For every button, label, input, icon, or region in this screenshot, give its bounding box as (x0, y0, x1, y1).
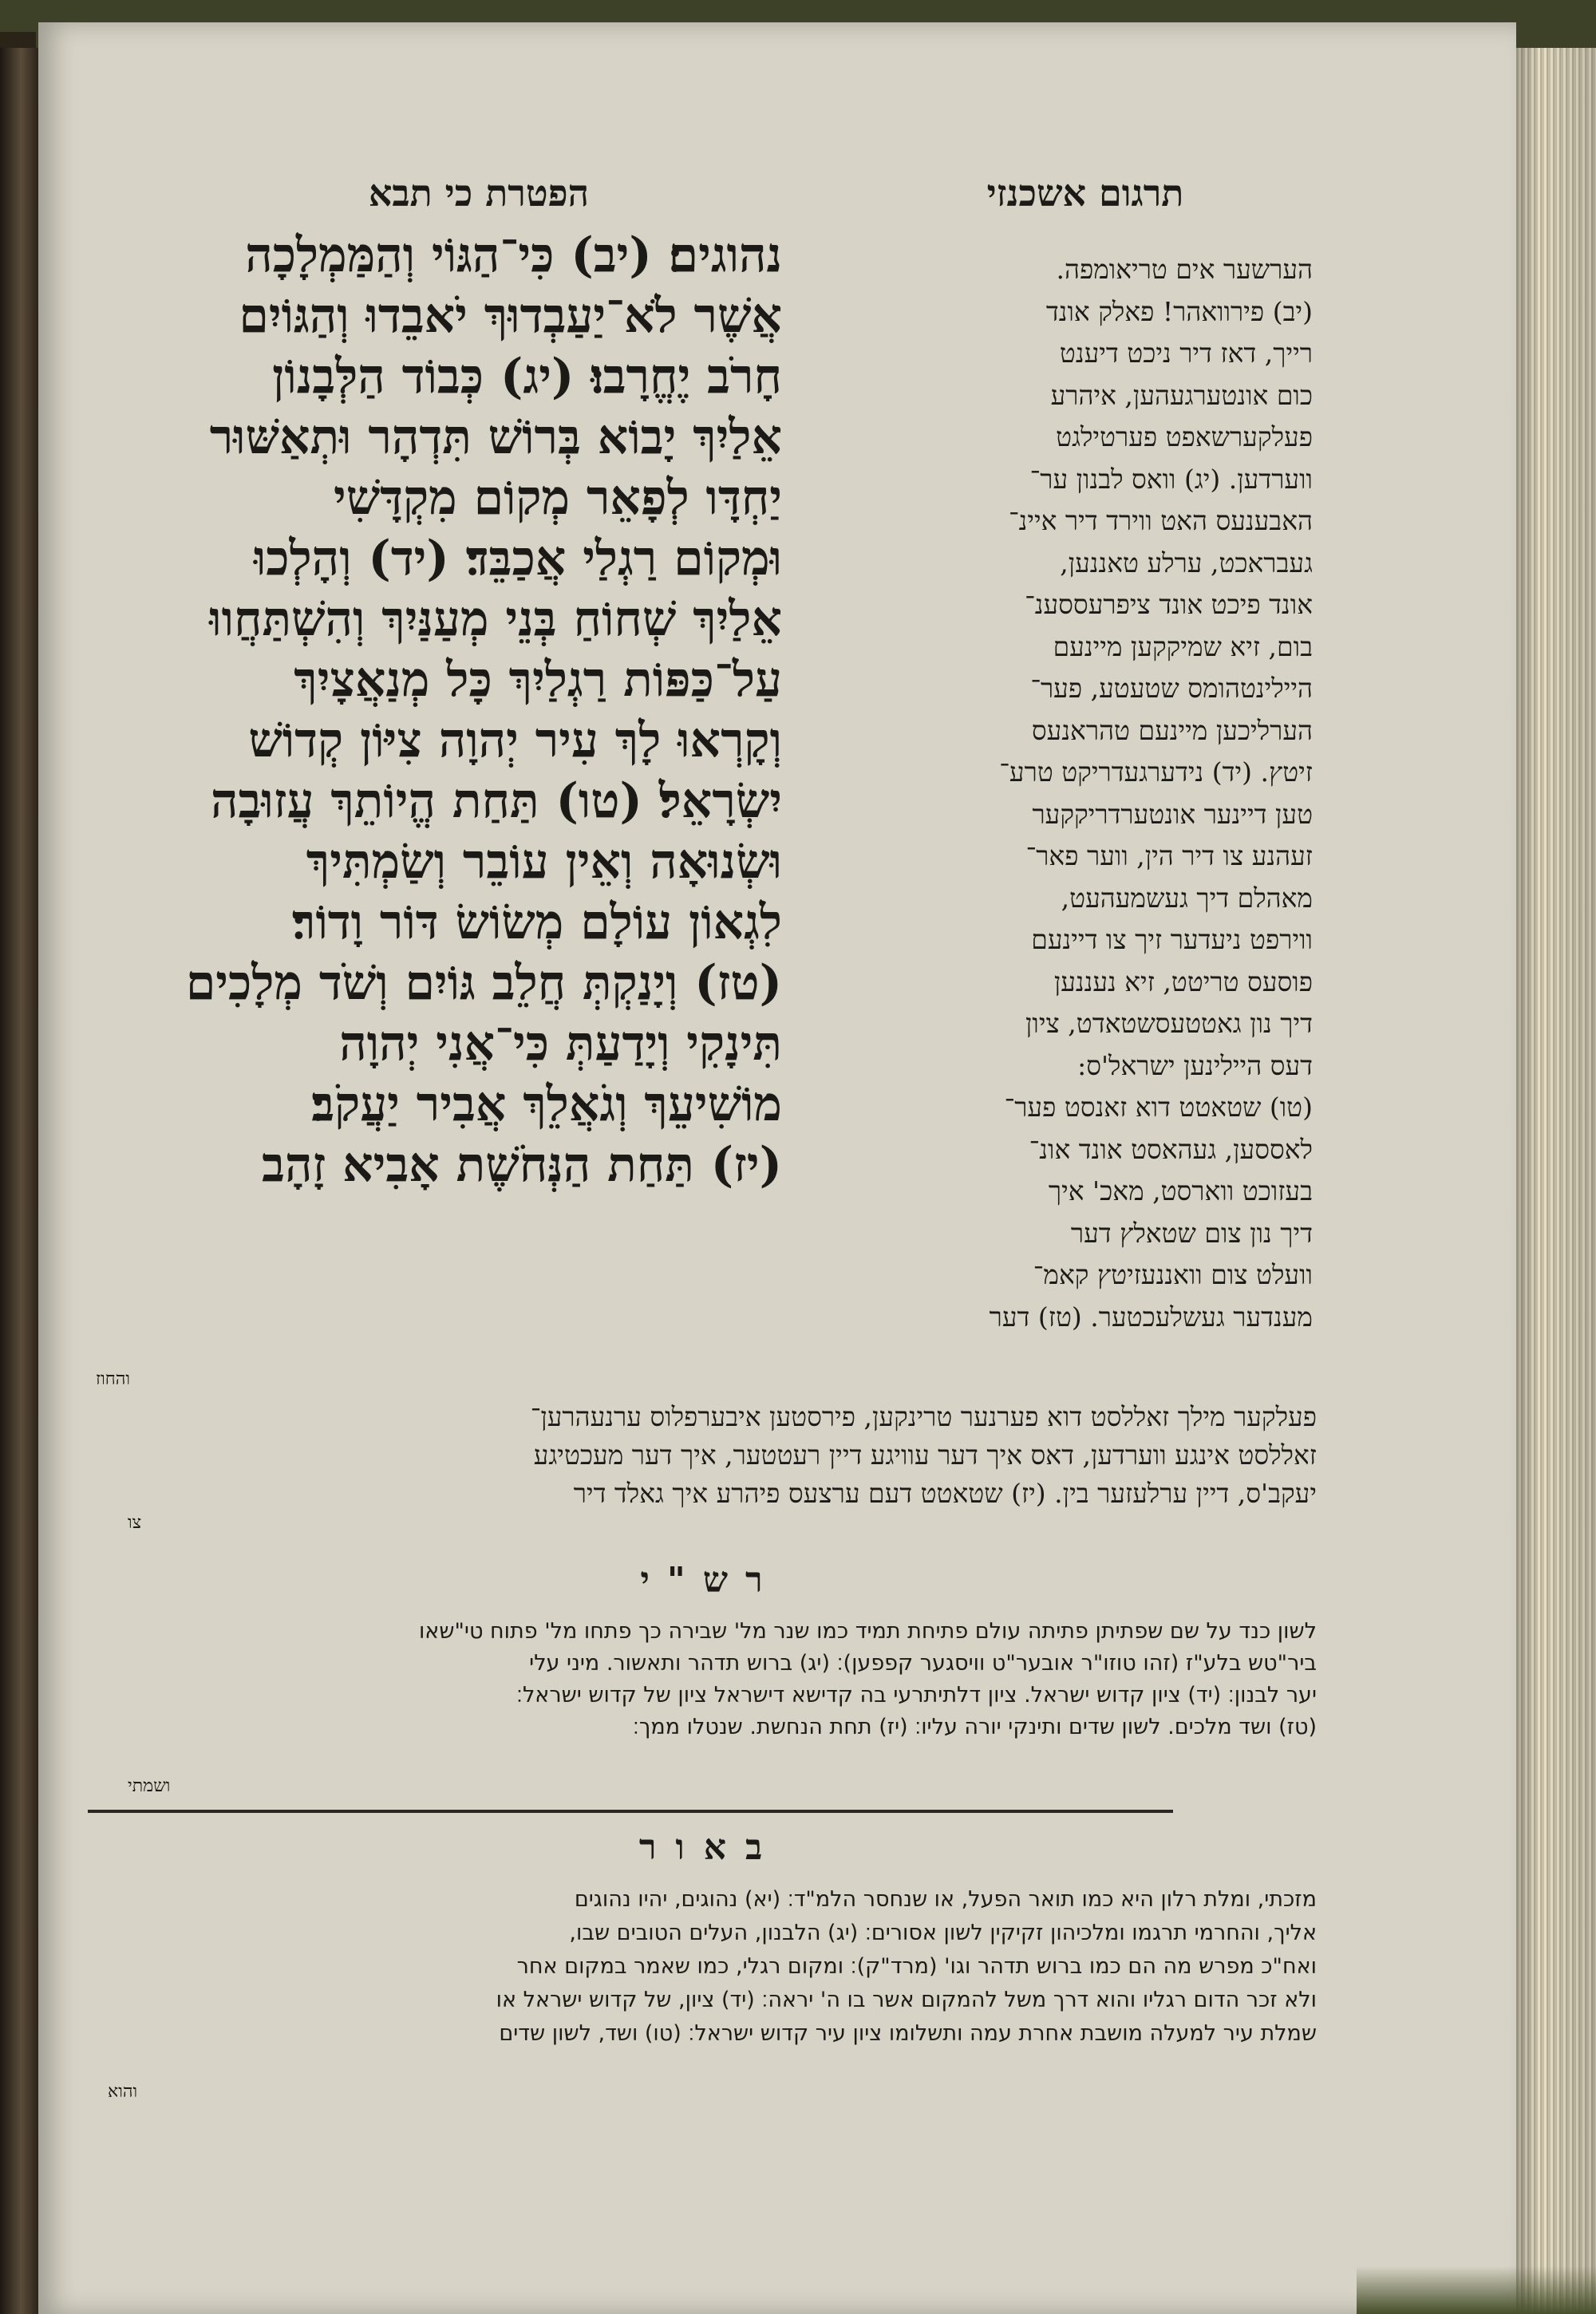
hebrew-main-text (64, 225, 782, 1195)
biur-line: אליך, והחרמי תרגמו ומלכיהון זקיקין לשון אסורים׃ (יג) הלבנון, העלים הטובים שבו, (569, 1921, 1317, 1945)
targum-line: לאססען, געהאסט אונד אונ־ (1029, 1133, 1313, 1165)
targum-line: דעס היילינען ישראל'ס: (1077, 1049, 1313, 1081)
main-line: חָרֹב יֶחֱרָבוּ׃ (יג) כְּבוֹד הַלְּבָנוֹן (272, 349, 782, 405)
background-grass (1357, 2266, 1596, 2314)
facing-page-edge (0, 48, 38, 2314)
targum-line: בעזוכט ווארסט, מאכ' איך (1048, 1175, 1313, 1206)
main-line: עַל־כַּפּוֹת רַגְלַיִךְ כָּל מְנַאֲצָיִךְ (294, 652, 782, 708)
main-line: וּמְקוֹם רַגְלַי אֲכַבֵּד׃ (יד) וְהָלְכוּ (253, 531, 782, 586)
targum-line: הערשער אים טריאומפה. (1056, 254, 1313, 285)
biur-line: מזכתי, ומלת רלון היא כמו תואר הפעל, או שנחסר הלמ"ד׃ (יא) נהוגים, יהיו נהוגים (574, 1887, 1317, 1912)
targum-catchword: צו (128, 1513, 142, 1533)
targum-continuation (88, 1398, 1317, 1513)
targum-line: מענדער געשלעכטער. (טז) דער (989, 1301, 1313, 1333)
targum-line: בום, זיא שמיקקען מיינעם (1053, 630, 1313, 662)
main-line: תִּינָקִי וְיָדַעַתְּ כִּי־אֲנִי יְהוָה (339, 1016, 782, 1072)
biur-heading: באור (638, 1827, 782, 1868)
targum-line: מאהלם דיך געשמעהעט, (1061, 882, 1313, 914)
page-block-shadow (1516, 48, 1596, 2314)
main-line: לִגְאוֹן עוֹלָם מְשׂוֹשׂ דּוֹר וָדוֹר׃ (291, 894, 782, 950)
targum-line: האבענעס האט ווירד דיר איינ־ (1008, 505, 1313, 536)
targum-line: זיטץ. (יד) נידערגעדריקט טרע־ (999, 756, 1313, 788)
targum-column (802, 249, 1313, 1338)
biur-commentary (88, 1883, 1317, 2051)
targum-line: (יב) פירוואהר! פאלק אונד (1045, 295, 1313, 327)
rashi-line: (טז) ושד מלכים. לשון שדים ותינקי יורה עליו׃ (יז) תחת הנחשת. שנטלו ממך׃ (632, 1715, 1317, 1739)
targum-line: געבראכט, ערלע טאננען, (1060, 547, 1313, 578)
targum-line: דיך נון צום שטאלץ דער (1070, 1217, 1313, 1249)
haftarah-header: הפטרת כי תבא (368, 172, 590, 215)
main-line: אֵלַיִךְ שְׁחוֹחַ בְּנֵי מְעַנַּיִךְ וְהִשְׁתַּחֲווּ (209, 591, 782, 647)
targum-header: תרגום אשכנזי (986, 172, 1184, 215)
targum-cont-line: יעקב'ס, דיין ערלעזער בין. (יז) שטאטט דעם ערצעס פיהרע איך גאלד דיר (573, 1478, 1317, 1509)
targum-line: ווירפט ניעדער זיך צו דיינעם (1031, 924, 1313, 955)
rashi-heading: רש"י (640, 1560, 780, 1601)
targum-line: היילינטהומס שטעטע, פער־ (1030, 673, 1313, 704)
targum-line: אונד פיכט אונד ציפרעססענ־ (1025, 589, 1313, 620)
main-line: וּשְׂנוּאָה וְאֵין עוֹבֵר וְשַׂמְתִּיךְ (306, 834, 782, 890)
main-line: (יז) תַּחַת הַנְּחֹשֶׁת אָבִיא זָהָב (262, 1137, 782, 1193)
targum-line: הערליכען מיינעם טהראנעס (1031, 714, 1313, 746)
rashi-line: ביר"טש בלע"ז (זהו טוזו"ר אובער"ט וויסגער קפפען)׃ (יג) ברוש תדהר ותאשור. מיני עלי (529, 1651, 1317, 1676)
main-line: (טז) וְיָנַקְתְּ חֲלֵב גּוֹיִם וְשֹׁד מְלָכִים (185, 955, 782, 1011)
rashi-commentary (88, 1616, 1317, 1743)
main-catchword: והחוז (96, 1369, 131, 1389)
biur-line: שמלת עיר למעלה מושבת אחרת עמה ותשלומו ציון עיר קדוש ישראל׃ (טו) ושד, לשון שדים (499, 2021, 1317, 2046)
biur-line: ולא זכר הדום רגליו והוא דרך משל להמקום אשר בו ה' יראה׃ (יד) ציון, של קדוש ישראל או (496, 1988, 1317, 2012)
targum-line: כום אונטערגעהען, איהרע (1050, 379, 1313, 411)
targum-line: ווערדען. (יג) וואס לבנון ער־ (1029, 463, 1313, 495)
rashi-catchword: ושמתי (128, 1776, 171, 1796)
targum-line: רייך, דאז דיר ניכט דיענט (1059, 338, 1313, 369)
main-line: יִשְׂרָאֵל׃ (טו) תַּחַת הֱיוֹתֵךְ עֲזוּבָה (210, 773, 782, 829)
targum-line: זעהנע צו דיר הין, ווער פאר־ (1025, 840, 1313, 871)
targum-cont-line: פעלקער מילך זאללסט דוא פערנער טרינקען, פירסטען איבערפלוס ערנעהרען־ (530, 1401, 1317, 1432)
targum-line: טען דיינער אונטערדריקקער (1032, 798, 1313, 830)
main-line: מוֹשִׁיעֵךְ וְגֹאֲלֵךְ אֲבִיר יַעֲקֹב׃ (311, 1076, 782, 1132)
section-divider (88, 1810, 1173, 1813)
targum-line: וועלט צום וואננעזיטץ קאמ־ (1033, 1259, 1313, 1290)
rashi-line: יער לבנון׃ (יד) ציון קדוש ישראל. ציון דלתיתרעי בה קדישא דישראל ציון של קדוש ישראל׃ (516, 1683, 1317, 1708)
targum-line: דיך נון גאטטעסשטאדט, ציון (1025, 1008, 1313, 1039)
biur-line: ואח"כ מפרש מה הם כמו ברוש תדהר וגו' (מרד"ק)׃ ומקום רגלי, כמו שאמר במקום אחר (516, 1954, 1317, 1979)
main-line: יַחְדָּו לְפָאֵר מְקוֹם מִקְדָּשִׁי (333, 470, 782, 526)
targum-line: (טו) שטאטט דוא זאנסט פער־ (1004, 1092, 1313, 1123)
targum-line: פעלקערשאפט פערטילגט (1056, 421, 1313, 452)
targum-line: פוסעס טריטט, זיא נעננען (1053, 965, 1313, 997)
main-line: אֲשֶׁר לֹא־יַעַבְדוּךְ יֹאבֵדוּ וְהַגּוֹיִם (239, 288, 782, 344)
main-line: אֵלַיִךְ יָבוֹא בְּרוֹשׁ תִּדְהָר וּתְאַשּׁוּר (209, 409, 782, 465)
main-line: נהוגים׃ (יב) כִּי־הַגּוֹי וְהַמַּמְלָכָה (245, 227, 782, 283)
main-line: וְקָרְאוּ לָךְ עִיר יְהוָה צִיּוֹן קְדוֹשׁ (248, 713, 782, 768)
rashi-line: לשון כנד על שם שפתיתן פתיתה עולם פתיחת תמיד כמו שנר מל' שבירה כך פתחו מל' פתוח טי"שאו (418, 1619, 1317, 1644)
targum-cont-line: זאללסט אינגע ווערדען, דאס איך דער עוויגע דיין רעטטער, איך דער מעכטיגע (533, 1439, 1317, 1471)
biur-catchword: והוא (108, 2082, 138, 2102)
